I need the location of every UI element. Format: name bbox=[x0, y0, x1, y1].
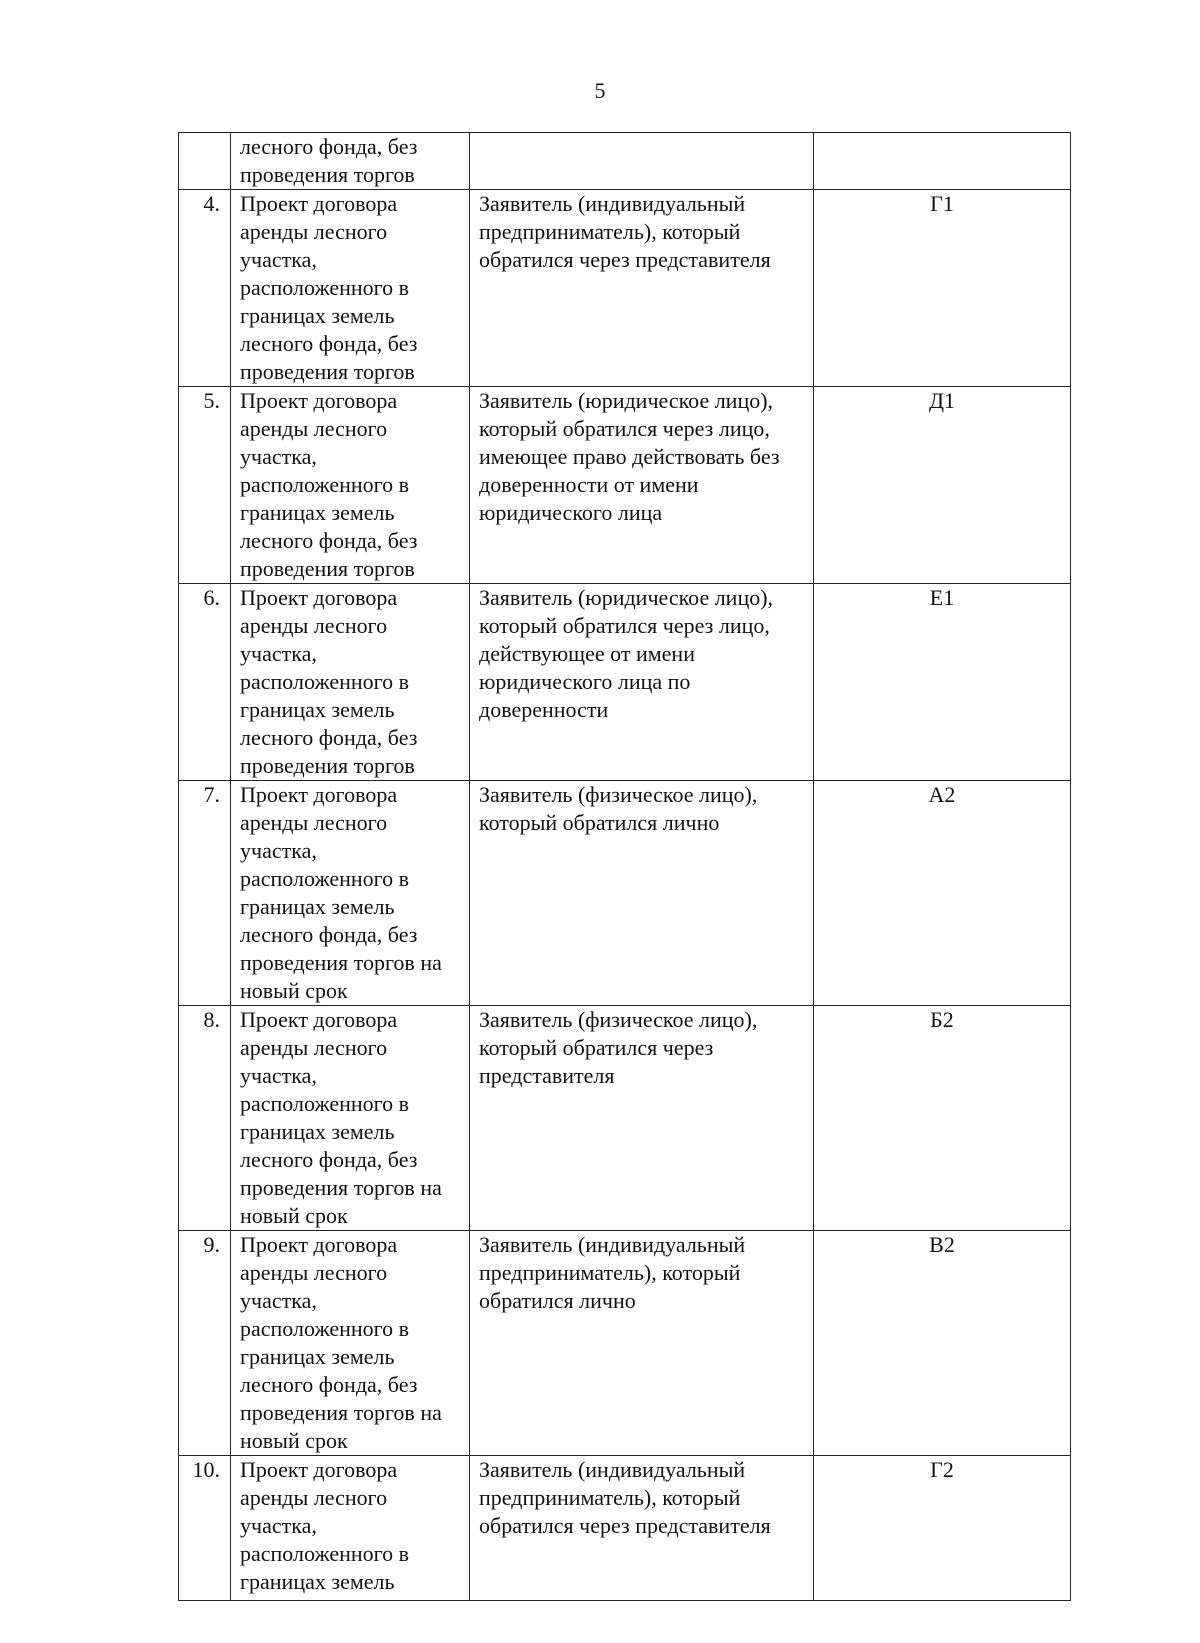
code-cell: Г2 bbox=[814, 1456, 1071, 1601]
row-number: 8. bbox=[179, 1006, 231, 1231]
code-cell: Д1 bbox=[814, 387, 1071, 584]
table-row bbox=[179, 1456, 1071, 1601]
code-cell: Е1 bbox=[814, 584, 1071, 781]
row-number bbox=[179, 133, 231, 190]
applicant-cell: Заявитель (юридическое лицо), который обратился через лицо, действующее от имени юридического лица по доверенности bbox=[470, 584, 814, 781]
code-cell: В2 bbox=[814, 1231, 1071, 1456]
code-cell: А2 bbox=[814, 781, 1071, 1006]
document-cell: Проект договора аренды лесного участка, расположенного в границах земель лесного фонда, без проведения торгов на новый срок bbox=[231, 781, 470, 1006]
row-number: 5. bbox=[179, 387, 231, 584]
code-cell: Г1 bbox=[814, 190, 1071, 387]
row-number: 4. bbox=[179, 190, 231, 387]
table-row bbox=[179, 190, 1071, 387]
applicant-cell: Заявитель (индивидуальный предприниматель), который обратился через представителя bbox=[470, 1456, 814, 1601]
applicant-cell: Заявитель (физическое лицо), который обратился лично bbox=[470, 781, 814, 1006]
document-cell: Проект договора аренды лесного участка, расположенного в границах земель лесного фонда, без проведения торгов на новый срок bbox=[231, 1231, 470, 1456]
table-row bbox=[179, 133, 1071, 190]
applicant-cell: Заявитель (индивидуальный предприниматель), который обратился лично bbox=[470, 1231, 814, 1456]
row-number: 6. bbox=[179, 584, 231, 781]
table-row bbox=[179, 1231, 1071, 1456]
row-number: 7. bbox=[179, 781, 231, 1006]
document-cell: Проект договора аренды лесного участка, расположенного в границах земель лесного фонда, без проведения торгов на новый срок bbox=[231, 1006, 470, 1231]
code-cell: Б2 bbox=[814, 1006, 1071, 1231]
table-row bbox=[179, 387, 1071, 584]
page-number: 5 bbox=[594, 78, 606, 103]
document-cell: Проект договора аренды лесного участка, расположенного в границах земель лесного фонда, без проведения торгов bbox=[231, 190, 470, 387]
table-row bbox=[179, 1006, 1071, 1231]
applicant-cell bbox=[470, 133, 814, 190]
documents-table bbox=[178, 132, 1071, 1601]
table-row bbox=[179, 584, 1071, 781]
document-cell: лесного фонда, без проведения торгов bbox=[231, 133, 470, 190]
table-row bbox=[179, 781, 1071, 1006]
row-number: 10. bbox=[179, 1456, 231, 1601]
document-cell: Проект договора аренды лесного участка, расположенного в границах земель лесного фонда, без проведения торгов bbox=[231, 387, 470, 584]
applicant-cell: Заявитель (юридическое лицо), который обратился через лицо, имеющее право действовать без доверенности от имени юридического лица bbox=[470, 387, 814, 584]
code-cell bbox=[814, 133, 1071, 190]
document-cell: Проект договора аренды лесного участка, расположенного в границах земель bbox=[231, 1456, 470, 1601]
row-number: 9. bbox=[179, 1231, 231, 1456]
applicant-cell: Заявитель (физическое лицо), который обратился через представителя bbox=[470, 1006, 814, 1231]
document-cell: Проект договора аренды лесного участка, расположенного в границах земель лесного фонда, без проведения торгов bbox=[231, 584, 470, 781]
applicant-cell: Заявитель (индивидуальный предприниматель), который обратился через представителя bbox=[470, 190, 814, 387]
